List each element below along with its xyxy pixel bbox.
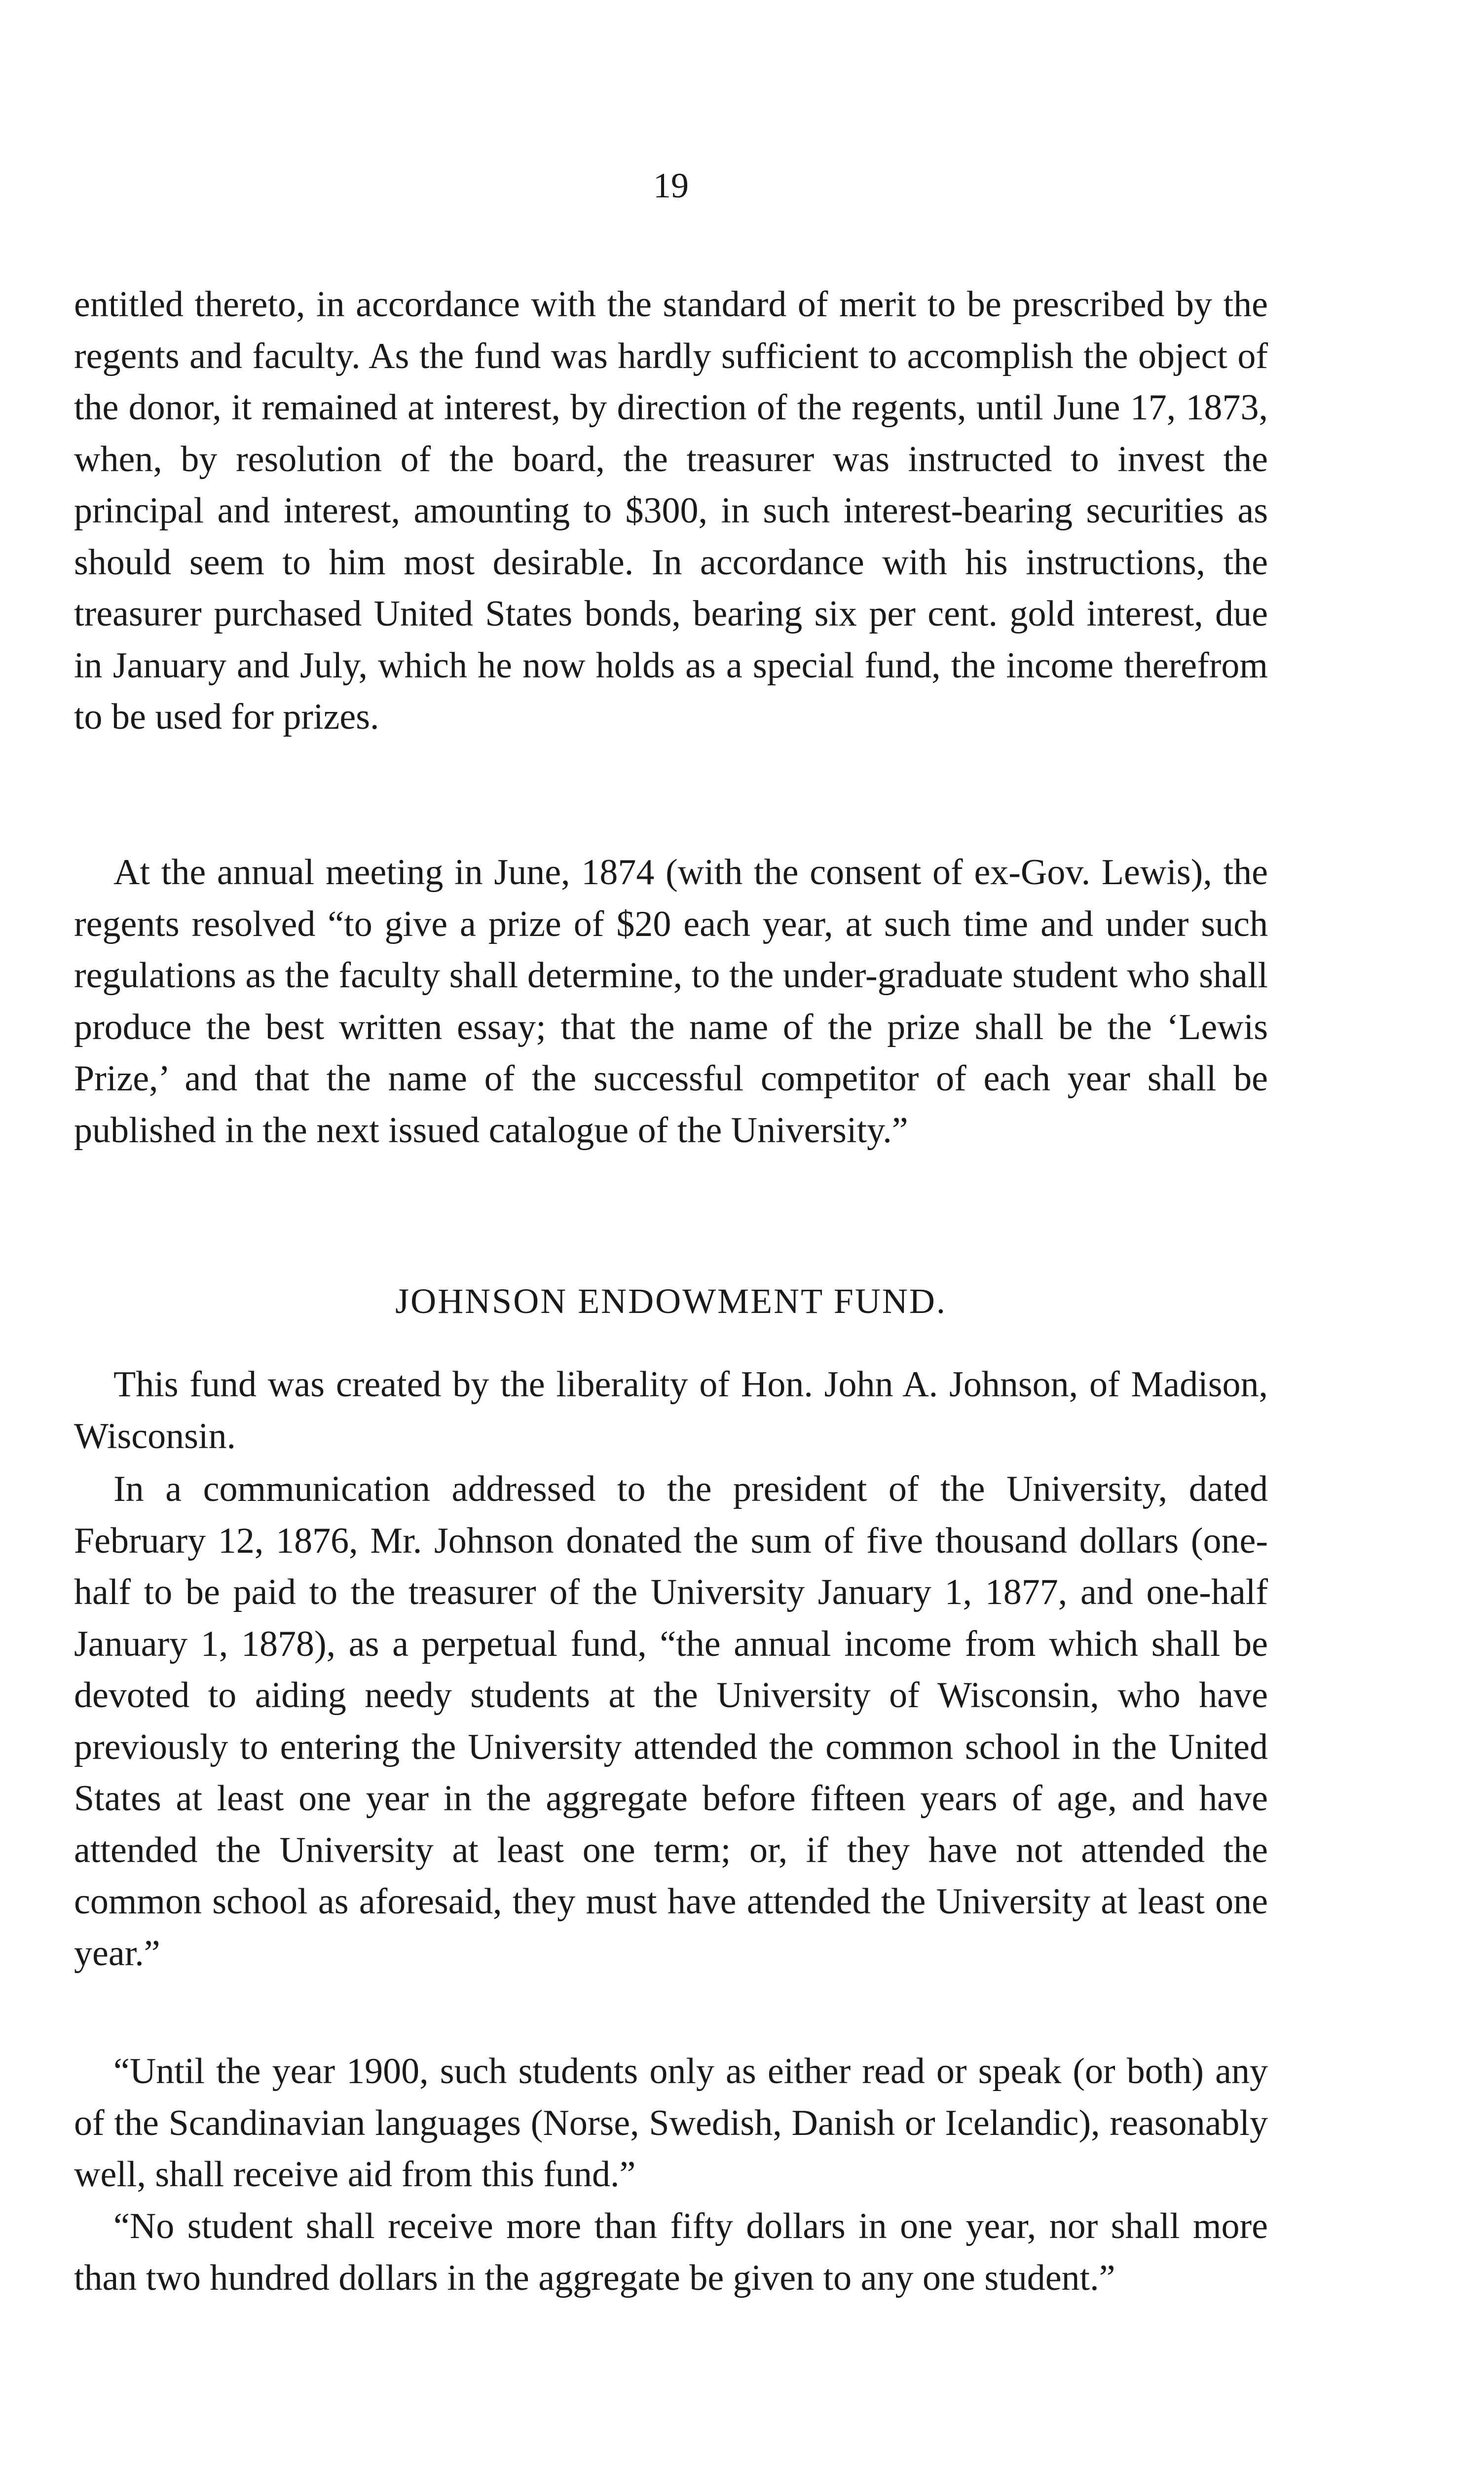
page-number: 19	[653, 166, 689, 205]
paragraph-text: “No student shall receive more than fifty dollars in one year, nor shall more than two hundred dollars in the aggregate be given to any one student.”	[74, 2206, 1268, 2298]
paragraph-text: “Until the year 1900, such students only as either read or speak (or both) any of the Scandinavian languages (Norse, Swedish, Danish or Icelandic), reasonably well, shall receive aid from this fund.”	[74, 2051, 1268, 2195]
section-heading-johnson-endowment-fund: JOHNSON ENDOWMENT FUND.	[395, 1281, 947, 1321]
paragraph-scandinavian-clause	[74, 2046, 1268, 2201]
paragraph-lewis-prize	[74, 847, 1268, 1156]
paragraph-johnson-communication	[74, 1463, 1268, 1979]
paragraph-text: At the annual meeting in June, 1874 (with the consent of ex-Gov. Lewis), the regents resolved “to give a prize of $20 each year, at such time and under such regulations as the faculty shall determine, to the under-graduate student who shall produce the best written essay; that the name of the prize shall be the ‘Lewis Prize,’ and that the name of the successful competitor of each year shall be published in the next issued catalogue of the University.”	[74, 852, 1268, 1151]
paragraph-text: In a communication addressed to the president of the University, dated February 12, 1876, Mr. Johnson donated the sum of five thousand dollars (one-half to be paid to the treasurer of the University January 1, 1877, and one-half January 1, 1878), as a perpetual fund, “the annual income from which shall be devoted to aiding needy students at the University of Wisconsin, who have previously to entering the University attended the common school in the United States at least one year in the aggregate before fifteen years of age, and have attended the University at least one term; or, if they have not attended the common school as aforesaid, they must have attended the University at least one year.”	[74, 1469, 1268, 1974]
paragraph-text: This fund was created by the liberality of Hon. John A. Johnson, of Madison, Wisconsin.	[74, 1364, 1268, 1457]
paragraph-lewis-fund-continuation	[74, 279, 1268, 743]
paragraph-text: entitled thereto, in accordance with the standard of merit to be prescribed by the regents and faculty. As the fund was hardly sufficient to accomplish the object of the donor, it remained at interest, by direction of the regents, until June 17, 1873, when, by resolution of the board, the treasurer was instructed to invest the principal and interest, amounting to $300, in such interest-bearing securities as should seem to him most desirable. In accordance with his instructions, the treasurer purchased United States bonds, bearing six per cent. gold interest, due in January and July, which he now holds as a special fund, the income therefrom to be used for prizes.	[74, 284, 1268, 737]
paragraph-johnson-intro	[74, 1359, 1268, 1462]
paragraph-limit-clause	[74, 2201, 1268, 2304]
